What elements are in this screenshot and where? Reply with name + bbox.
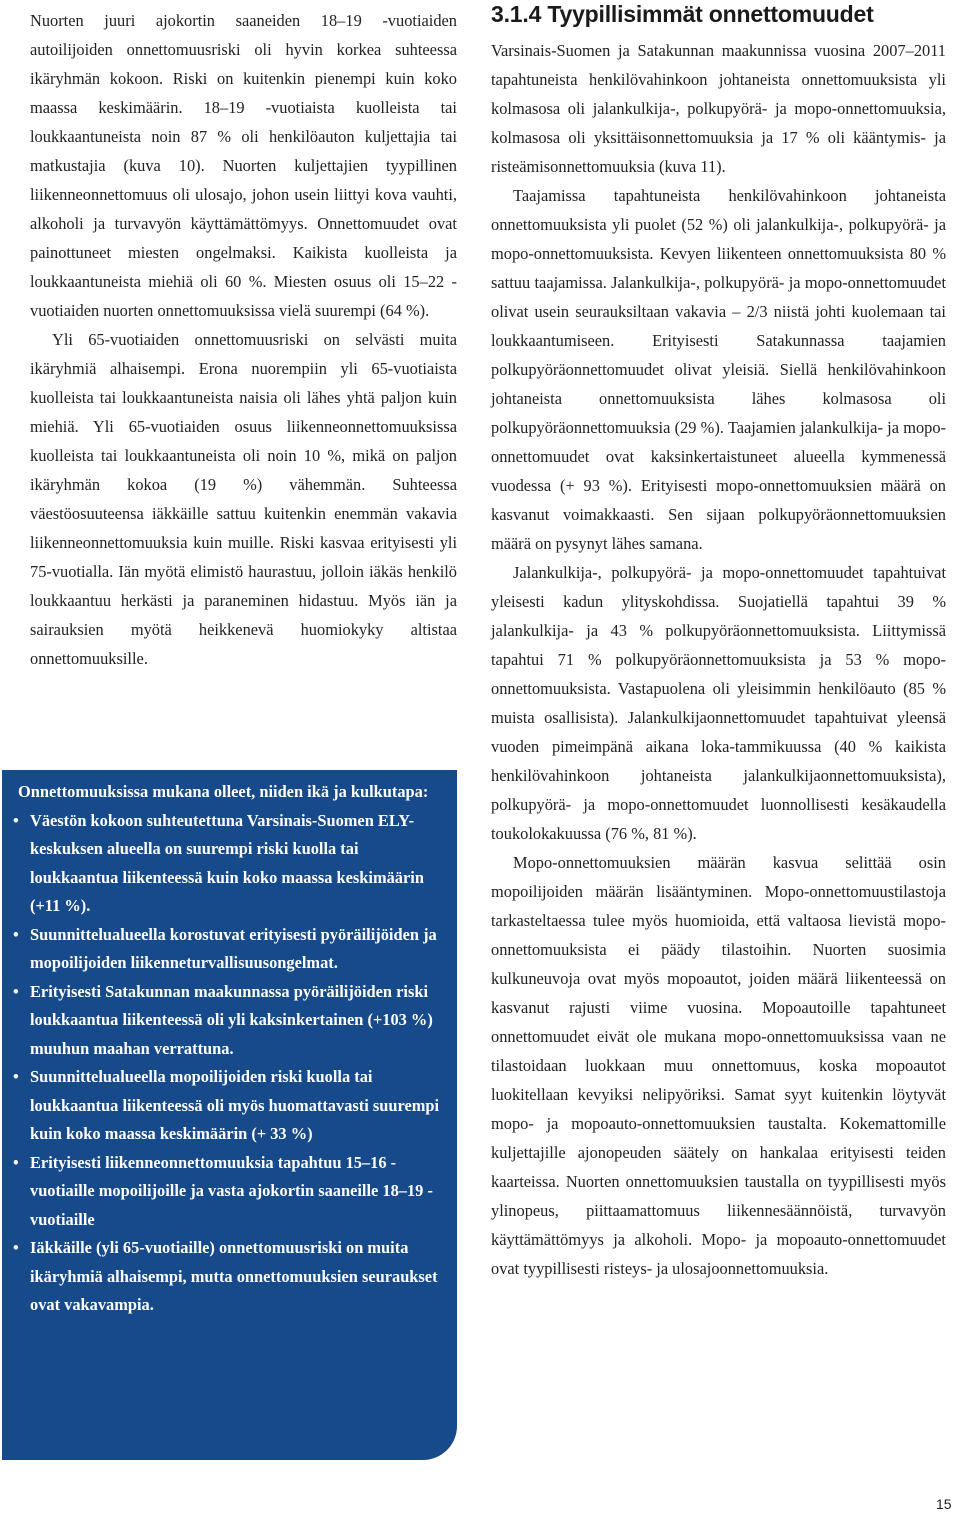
page-number: 15 bbox=[936, 1496, 952, 1512]
right-paragraph-1: Varsinais-Suomen ja Satakunnan maakunnissa vuosina 2007–2011 tapahtuneista henkilövahinkoon johtaneista onnettomuuksista yli kolmasosa oli jalankulkija-, polkupyörä- ja mopo-onnettomuuksia, kolmasosa oli yksittäisonnettomuuksia ja 17 % oli kääntymis- ja risteämisonnettomuuksia (kuva 11). bbox=[491, 41, 946, 176]
right-paragraph-4: Mopo-onnettomuuksien määrän kasvua selittää osin mopoilijoiden määrän lisääntyminen. Mopo-onnettomuustilastoja tarkasteltaessa tulee myös huomioida, että valtaosa lievistä mopo-onnettomuuksista ei päädy tilastoihin. Nuorten suosimia kulkuneuvoja ovat myös mopoautot, joiden määrä liikenteessä on kasvanut rajusti viime vuosina. Mopoautoille tapahtuneet onnettomuudet eivät ole mukana mopo-onnettomuuksissa vaan ne tilastoidaan luokkaan muu onnettomuus, koska mopoautot luokitellaan kevyiksi nelipyöriksi. Samat syyt kuitenkin löytyvät mopo- ja mopoauto-onnettomuuksien taustalta. Kokemattomille kuljettajille ajonopeuden säätely on hankalaa erityisesti teiden kaarteissa. Nuorten onnettomuuksien taustalla on tyypillisesti myös ylinopeus, piittaamattomuus liikennesäännöistä, turvavyön käyttämättömyys ja alkoholi. Mopo- ja mopoauto-onnettomuudet ovat tyypillisesti risteys- ja ulosajoonnettomuuksia. bbox=[491, 853, 946, 1278]
infobox-item bbox=[13, 1063, 443, 1149]
infobox-item-text: Erityisesti Satakunnan maakunnassa pyöräilijöiden riski loukkaantua liikenteessä oli yli kaksinkertainen (+103 %) muuhun maahan verrattuna. bbox=[30, 981, 433, 1058]
left-paragraph-2: Yli 65-vuotiaiden onnettomuusriski on selvästi muita ikäryhmiä alhaisempi. Erona nuorempiin yli 65-vuotiaista kuolleista tai loukkaantuneista naisia oli lähes yhtä paljon kuin miehiä. Yli 65-vuotiaiden osuus liikenneonnettomuuksissa kuolleista tai loukkaantuneista oli noin 10 %, mikä on paljon ikäryhmän kokoa (19 %) vähemmän. Suhteessa väestöosuuteensa iäkkäille sattuu kuitenkin enemmän vakavia liikenneonnettomuuksia kuin muille. Riski kasvaa erityisesti yli 75-vuotialla. Iän myötä elimistö haurastuu, jolloin iäkäs henkilö loukkaantuu herkästi ja paraneminen hidastuu. Myös iän ja sairauksien myötä heikkenevä huomiokyky altistaa onnettomuuksille. bbox=[30, 330, 457, 668]
infobox-list bbox=[13, 807, 443, 1320]
left-column bbox=[30, 6, 457, 673]
right-paragraph-2: Taajamissa tapahtuneista henkilövahinkoon johtaneista onnettomuuksista yli puolet (52 %) oli jalankulkija-, polkupyörä- ja mopo-onnettomuuksista. Kevyen liikenteen onnettomuuksista 80 % sattuu taajamissa. Jalankulkija-, polkupyörä- ja mopo-onnettomuudet olivat usein seurauksiltaan vakavia – 2/3 niistä johti kuolemaan tai loukkaantumiseen. Erityisesti Satakunnassa taajamien polkupyöräonnettomuudet olivat yleisiä. Siellä henkilövahinkoon johtaneista onnettomuuksista lähes kolmasosa oli polkupyöräonnettomuuksia (29 %). Taajamien jalankulkija- ja mopo-onnettomuudet ovat kaksinkertaistuneet alueella kymmenessä vuodessa (+ 93 %). Erityisesti mopo-onnettomuuksien määrä on kasvanut voimakkaasti. Sen sijaan polkupyöräonnettomuuksien määrä on pysynyt lähes samana. bbox=[491, 186, 946, 553]
bullet-icon: • bbox=[13, 1152, 19, 1172]
right-paragraph-3: Jalankulkija-, polkupyörä- ja mopo-onnettomuudet tapahtuivat yleisesti kadun ylityskohdissa. Suojatiellä tapahtui 39 % jalankulkija- ja 43 % polkupyöräonnettomuuksista. Liittymissä tapahtui 71 % polkupyöräonnettomuuksista ja 53 % mopo-onnettomuuksista. Vastapuolena oli yleisimmin henkilöauto (85 % muista osallisista). Jalankulkijaonnettomuudet tapahtuivat yleensä vuoden pimeimpänä aikana loka-tammikuussa (40 % kaikista henkilövahinkoon johtaneista jalankulkijaonnettomuuksista), polkupyörä- ja mopo-onnettomuudet luonnollisesti kesäkaudella toukolokakuussa (76 %, 81 %). bbox=[491, 563, 946, 843]
infobox-title: Onnettomuuksissa mukana olleet, niiden ikä ja kulkutapa: bbox=[18, 782, 429, 801]
infobox-item-text: Iäkkäille (yli 65-vuotiaille) onnettomuusriski on muita ikäryhmiä alhaisempi, mutta onnettomuuksien seuraukset ovat vakavampia. bbox=[30, 1238, 438, 1314]
bullet-icon: • bbox=[13, 924, 19, 944]
infobox-item-text: Suunnittelualueella korostuvat erityisesti pyöräilijöiden ja mopoilijoiden liikenneturvallisuusongelmat. bbox=[30, 924, 437, 972]
infobox-item-text: Erityisesti liikenneonnettomuuksia tapahtuu 15–16 -vuotiaille mopoilijoille ja vasta ajokortin saaneille 18–19 -vuotiaille bbox=[30, 1152, 433, 1229]
infobox-item bbox=[13, 1149, 443, 1235]
infobox-item bbox=[13, 921, 443, 978]
infobox-item-text: Väestön kokoon suhteutettuna Varsinais-Suomen ELY-keskuksen alueella on suurempi riski kuolla tai loukkaantua liikenteessä kuin koko maassa keskimäärin (+11 %). bbox=[30, 810, 424, 915]
bullet-icon: • bbox=[13, 981, 19, 1001]
infobox-item-text: Suunnittelualueella mopoilijoiden riski kuolla tai loukkaantua liikenteessä oli myös huomattavasti suurempi kuin koko maassa keskimäärin (+ 33 %) bbox=[30, 1067, 440, 1143]
right-column bbox=[491, 0, 946, 1283]
bullet-icon: • bbox=[13, 1238, 19, 1257]
bullet-icon: • bbox=[13, 810, 19, 830]
left-paragraph-1: Nuorten juuri ajokortin saaneiden 18–19 -vuotiaiden autoilijoiden onnettomuusriski oli hyvin korkea suhteessa ikäryhmän kokoon. Riski on kuitenkin pienempi kuin koko maassa keskimäärin. 18–19 -vuotiaista kuolleista tai loukkaantuneista noin 87 % oli henkilöauton kuljettajia tai matkustajia (kuva 10). Nuorten kuljettajien tyypillinen liikenneonnettomuus oli ulosajo, johon usein liittyi kova vauhti, alkoholi ja turvavyön käyttämättömyys. Onnettomuudet ovat painottuneet miesten ongelmaksi. Kaikista kuolleista ja loukkaantuneista miehiä oli 60 %. Miesten osuus oli 15–22 -vuotiaiden nuorten onnettomuuksissa vielä suurempi (64 %). bbox=[30, 11, 457, 320]
summary-infobox bbox=[2, 770, 457, 1460]
bullet-icon: • bbox=[13, 1067, 19, 1086]
section-heading: 3.1.4 Tyypillisimmät onnettomuudet bbox=[491, 1, 874, 27]
infobox-item bbox=[13, 1234, 443, 1320]
infobox-item bbox=[13, 807, 443, 921]
infobox-item bbox=[13, 978, 443, 1064]
